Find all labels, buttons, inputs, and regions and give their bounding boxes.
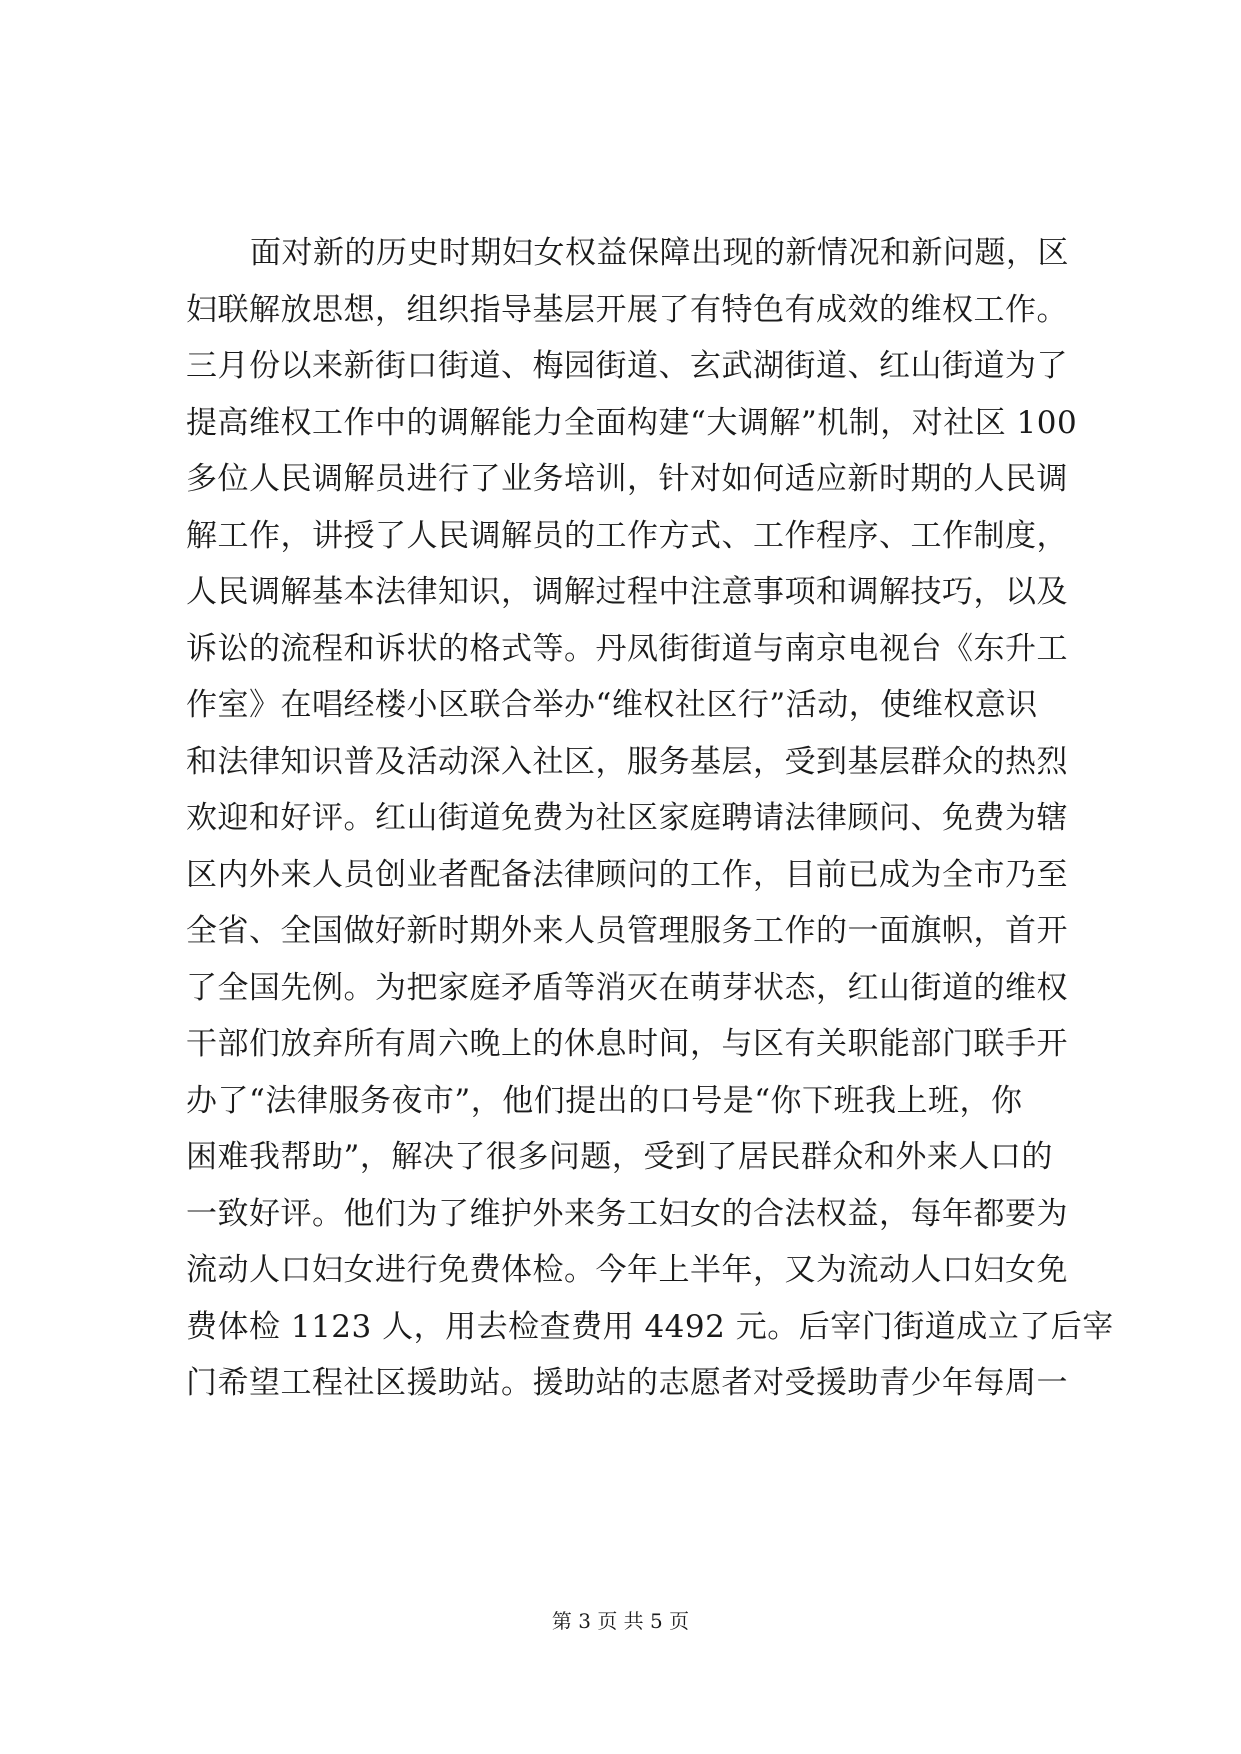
text-line: 人民调解基本法律知识，调解过程中注意事项和调解技巧，以及: [186, 574, 1068, 610]
text-line: 欢迎和好评。红山街道免费为社区家庭聘请法律顾问、免费为辖: [186, 800, 1068, 836]
text-line: 解工作，讲授了人民调解员的工作方式、工作程序、工作制度，: [186, 517, 1068, 554]
text-line: 全省、全国做好新时期外来人员管理服务工作的一面旗帜，首开: [186, 913, 1068, 949]
text-line: 多位人民调解员进行了业务培训，针对如何适应新时期的人民调: [186, 461, 1068, 497]
text-line: 作室》在唱经楼小区联合举办“维权社区行”活动，使维权意识: [186, 687, 1038, 723]
body-paragraph: [186, 225, 1114, 1412]
text-line: 办了“法律服务夜市”，他们提出的口号是“你下班我上班，你: [186, 1082, 1023, 1119]
text-line: 提高维权工作中的调解能力全面构建“大调解”机制，对社区 100: [186, 404, 1078, 441]
text-line: 诉讼的流程和诉状的格式等。丹凤街街道与南京电视台《东升工: [186, 630, 1068, 667]
text-line: 费体检 1123 人，用去检查费用 4492 元。后宰门街道成立了后宰: [186, 1308, 1114, 1345]
text-line: 了全国先例。为把家庭矛盾等消灭在萌芽状态，红山街道的维权: [186, 969, 1068, 1006]
text-line: 困难我帮助”，解决了很多问题，受到了居民群众和外来人口的: [186, 1139, 1053, 1175]
text-line: 三月份以来新街口街道、梅园街道、玄武湖街道、红山街道为了: [186, 348, 1068, 384]
page-number-footer: 第 3 页 共 5 页: [551, 1609, 690, 1633]
text-line: 区内外来人员创业者配备法律顾问的工作，目前已成为全市乃至: [186, 856, 1068, 893]
text-line: 妇联解放思想，组织指导基层开展了有特色有成效的维权工作。: [186, 291, 1068, 328]
text-line: 面对新的历史时期妇女权益保障出现的新情况和新问题，区: [250, 235, 1069, 271]
text-line: 干部们放弃所有周六晚上的休息时间，与区有关职能部门联手开: [186, 1026, 1068, 1062]
text-line: 门希望工程社区援助站。援助站的志愿者对受援助青少年每周一: [186, 1365, 1068, 1401]
text-line: 一致好评。他们为了维护外来务工妇女的合法权益，每年都要为: [186, 1195, 1068, 1232]
text-line: 和法律知识普及活动深入社区，服务基层，受到基层群众的热烈: [186, 743, 1068, 780]
text-line: 流动人口妇女进行免费体检。今年上半年，又为流动人口妇女免: [186, 1252, 1068, 1288]
